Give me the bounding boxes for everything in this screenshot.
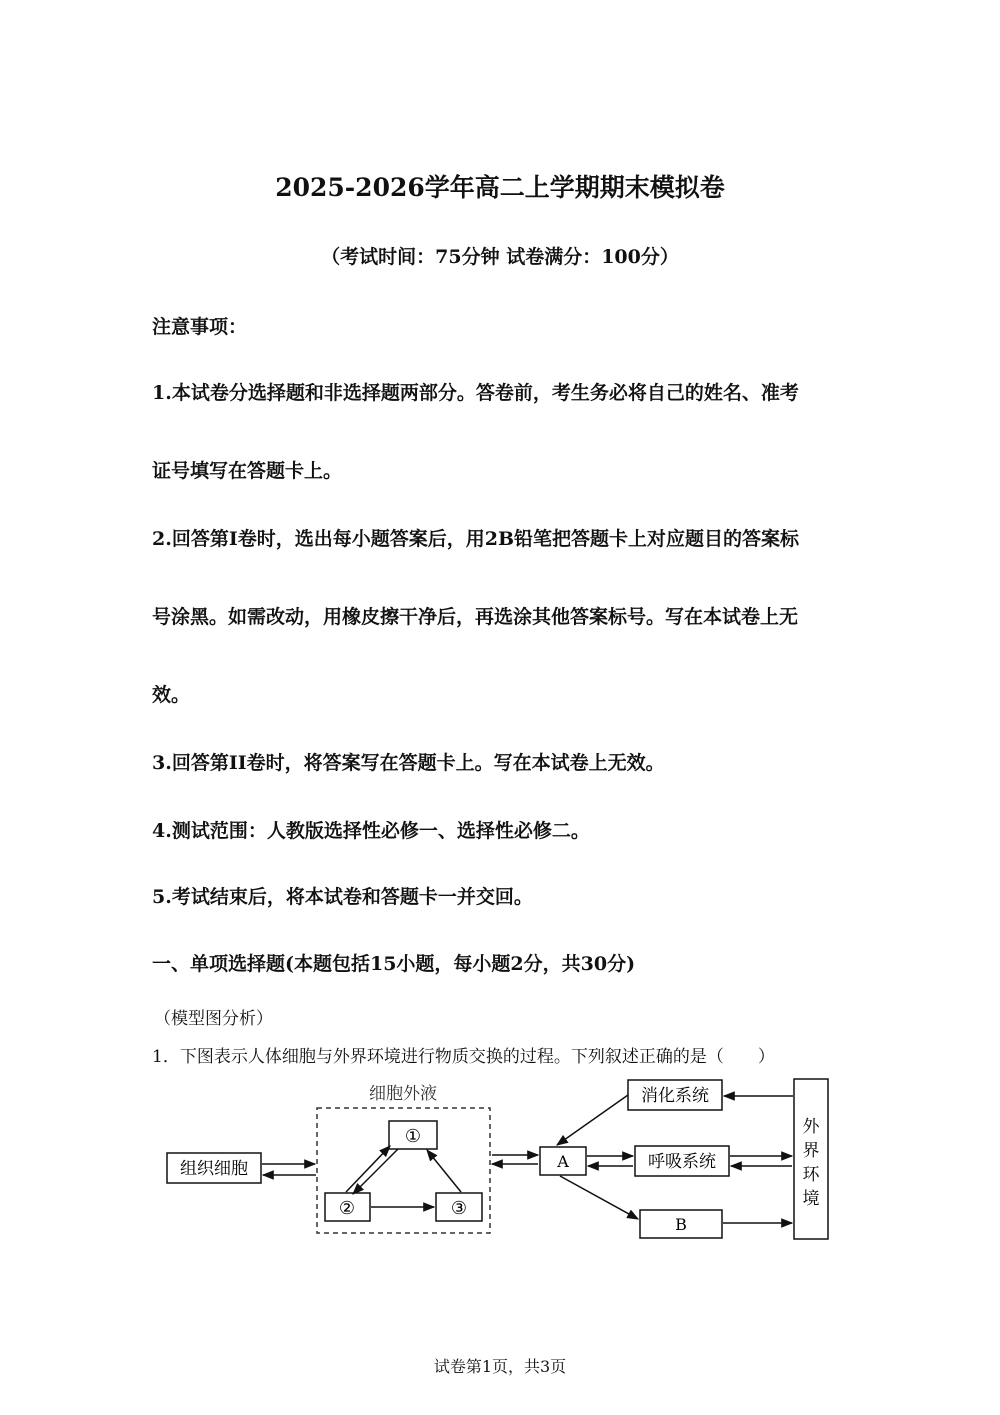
arrow-digestive-to-a [557, 1095, 628, 1145]
section-heading: 一、单项选择题(本题包括15小题，每小题2分，共30分) [152, 953, 636, 975]
note-line: 效。 [152, 684, 191, 706]
node-b-label: B [675, 1215, 687, 1234]
note-line: 2.回答第Ⅰ卷时，选出每小题答案后，用2B铅笔把答题卡上对应题目的答案标 [152, 528, 800, 550]
note-line: 号涂黑。如需改动，用橡皮擦干净后，再选涂其他答案标号。写在本试卷上无 [152, 606, 799, 628]
node-a-label: A [557, 1152, 569, 1171]
node-1-label: ① [404, 1126, 422, 1147]
note-line: 5.考试结束后，将本试卷和答题卡一并交回。 [152, 886, 533, 908]
external-environment-char: 外 [802, 1117, 820, 1137]
note-line: 1.本试卷分选择题和非选择题两部分。答卷前，考生务必将自己的姓名、准考 [152, 382, 799, 404]
external-environment-char: 环 [802, 1165, 820, 1185]
digestive-system-label: 消化系统 [641, 1086, 709, 1106]
note-line: 证号填写在答题卡上。 [152, 460, 343, 482]
page-footer: 试卷第1页，共3页 [433, 1357, 567, 1376]
external-environment-char: 界 [802, 1141, 820, 1161]
question-text: 1．下图表示人体细胞与外界环境进行物质交换的过程。下列叙述正确的是（ ） [152, 1047, 775, 1067]
arrow-2-to-1 [346, 1146, 390, 1192]
arrow-1-to-2 [353, 1149, 398, 1194]
arrow-3-to-1 [427, 1150, 461, 1192]
external-environment-char: 境 [802, 1189, 820, 1209]
page-title: 2025-2026学年高二上学期期末模拟卷 [275, 173, 725, 202]
node-3-label: ③ [450, 1198, 468, 1219]
respiratory-system-label: 呼吸系统 [648, 1152, 716, 1172]
extracellular-fluid-label: 细胞外液 [369, 1084, 437, 1104]
section-tag: （模型图分析） [154, 1009, 273, 1029]
arrow-a-to-b [560, 1176, 638, 1219]
tissue-cell-label: 组织细胞 [180, 1159, 248, 1179]
exam-info: （考试时间：75分钟 试卷满分：100分） [321, 246, 679, 268]
note-line: 4.测试范围：人教版选择性必修一、选择性必修二。 [152, 820, 590, 842]
note-line: 3.回答第II卷时，将答案写在答题卡上。写在本试卷上无效。 [152, 752, 665, 774]
node-2-label: ② [338, 1198, 356, 1219]
notes-heading: 注意事项： [152, 316, 248, 338]
